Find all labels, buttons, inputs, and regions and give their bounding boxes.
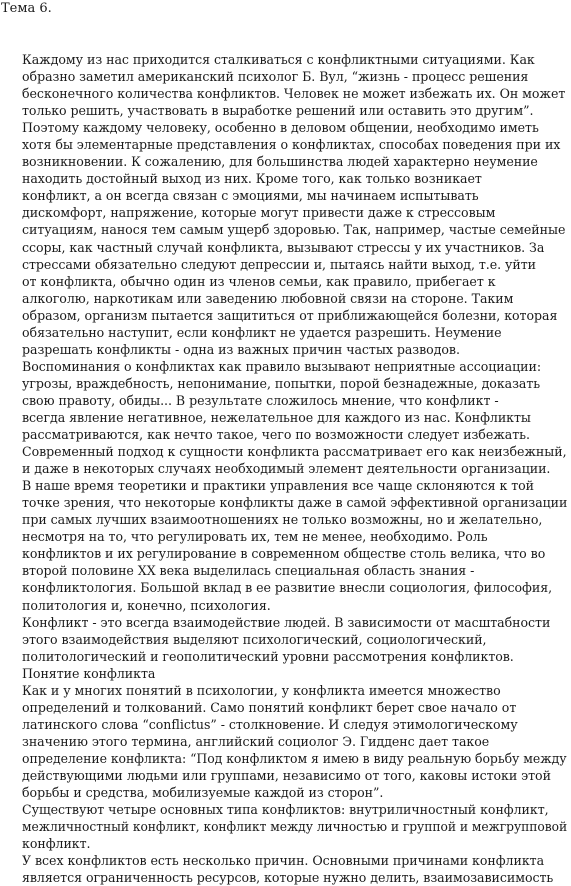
text-line: Конфликт - это всегда взаимодействие людей. В зависимости от масштабности — [22, 614, 551, 630]
text-line: и даже в некоторых случаях необходимый элемент деятельности организации. — [22, 461, 551, 477]
text-line: бесконечного количества конфликтов. Человек не может избежать их. Он может — [22, 86, 566, 102]
text-line: несмотря на то, что регулировать их, тем не менее, необходимо. Роль — [22, 529, 488, 545]
text-line: этого взаимодействия выделяют психологический, социологический, — [22, 631, 487, 647]
text-line: при самых лучших взаимоотношениях не только возможны, но и желательно, — [22, 512, 543, 528]
text-line: от конфликта, обычно один из членов семьи, как правило, прибегает к — [22, 273, 496, 289]
text-line: свою правоту, обиды... В результате сложилось мнение, что конфликт - — [22, 392, 499, 408]
text-line: конфликт. — [22, 836, 91, 852]
text-line: угрозы, враждебность, непонимание, попытки, порой безнадежные, доказать — [22, 375, 541, 391]
text-line: стрессами обязательно следуют депрессии и, пытаясь найти выход, т.е. уйти — [22, 256, 537, 272]
text-line: образно заметил американский психолог Б. Вул, “жизнь - процесс решения — [22, 69, 529, 85]
text-line: У всех конфликтов есть несколько причин. Основными причинами конфликта — [22, 853, 545, 869]
text-line: действующими людьми или группами, независимо от того, каковы истоки этой — [22, 767, 551, 783]
text-line: конфликт, а он всегда связан с эмоциями, мы начинаем испытывать — [22, 188, 479, 204]
text-line: образом, организм пытается защититься от приближающейся болезни, которая — [22, 307, 558, 323]
text-line: рассматриваются, как нечто такое, чего по возможности следует избежать. — [22, 427, 530, 443]
text-line: возникновении. К сожалению, для большинства людей характерно неумение — [22, 154, 538, 170]
text-line: межличностный конфликт, конфликт между личностью и группой и межгрупповой — [22, 819, 568, 835]
text-line: Современный подход к сущности конфликта рассматривает его как неизбежный, — [22, 444, 567, 460]
text-line: конфликтология. Большой вклад в ее развитие внесли социология, философия, — [22, 580, 553, 596]
text-line: только решить, участвовать в выработке решений или оставить это другим”. — [22, 103, 534, 119]
text-line: конфликтов и их регулирование в современном обществе столь велика, что во — [22, 546, 546, 562]
text-line: Воспоминания о конфликтах как правило вызывают неприятные ассоциации: — [22, 358, 542, 374]
text-line: Каждому из нас приходится сталкиваться с конфликтными ситуациями. Как — [22, 52, 535, 67]
text-line: ссоры, как частный случай конфликта, вызывают стрессы у их участников. За — [22, 239, 545, 255]
text-line: В наше время теоретики и практики управления все чаще склоняются к той — [22, 478, 535, 494]
text-line: Поэтому каждому человеку, особенно в деловом общении, необходимо иметь — [22, 120, 539, 136]
text-line: определений и толкований. Само понятий конфликт берет свое начало от — [22, 699, 517, 715]
text-line: Понятие конфликта — [22, 665, 156, 681]
text-line: ситуациям, нанося тем самым ущерб здоровью. Так, например, частые семейные — [22, 222, 566, 238]
text-line: дискомфорт, напряжение, которые могут привести даже к стрессовым — [22, 205, 496, 221]
text-line: точке зрения, что некоторые конфликты даже в самой эффективной организации — [22, 495, 568, 511]
document-body — [22, 51, 567, 886]
text-line: всегда явление негативное, нежелательное для каждого из нас. Конфликты — [22, 409, 531, 425]
text-line: хотя бы элементарные представления о конфликтах, способах поведения при их — [22, 137, 561, 153]
text-line: Как и у многих понятий в психологии, у конфликта имеется множество — [22, 682, 501, 698]
text-line: является ограниченность ресурсов, которые нужно делить, взаимозависимость — [22, 870, 554, 886]
text-line: политологический и геополитический уровни рассмотрения конфликтов. — [22, 648, 514, 664]
text-line: определение конфликта: “Под конфликтом я имею в виду реальную борьбу между — [22, 750, 567, 766]
text-line: значению этого термина, английский социолог Э. Гидденс дает такое — [22, 733, 490, 749]
text-line: второй половине XX века выделилась специальная область знания - — [22, 563, 475, 579]
text-line: находить достойный выход из них. Кроме того, как только возникает — [22, 171, 482, 187]
text-line: Существуют четыре основных типа конфликтов: внутриличностный конфликт, — [22, 802, 549, 818]
page-title: Тема 6. — [1, 1, 52, 16]
text-line: политология и, конечно, психология. — [22, 597, 271, 613]
text-line: алкоголю, наркотикам или заведению любовной связи на стороне. Таким — [22, 290, 514, 306]
text-line: борьбы и средства, мобилизуемые каждой из сторон”. — [22, 785, 384, 801]
text-line: обязательно наступит, если конфликт не удается разрешить. Неумение — [22, 324, 502, 340]
text-line: разрешать конфликты - одна из важных причин частых разводов. — [22, 341, 460, 357]
text-line: латинского слова “conflictus” - столкновение. И следуя этимологическому — [22, 716, 518, 732]
